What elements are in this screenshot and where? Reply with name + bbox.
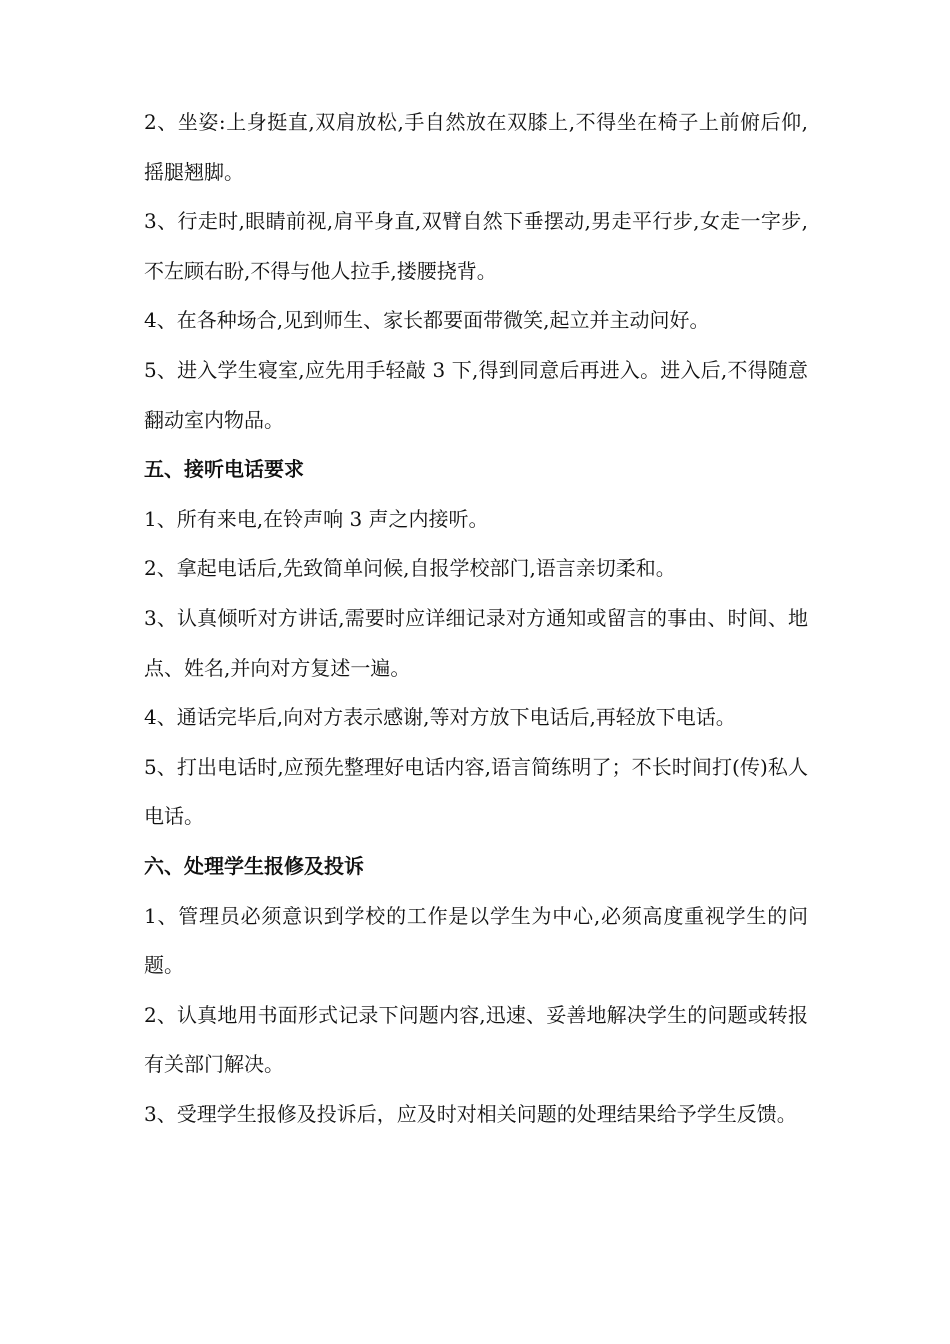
phone-item-1: 1、所有来电,在铃声响 3 声之内接听。 <box>144 506 489 531</box>
section-heading-complaints: 六、处理学生报修及投诉 <box>144 853 364 878</box>
phone-item-2: 2、拿起电话后,先致简单问候,自报学校部门,语言亲切柔和。 <box>144 556 676 581</box>
complaint-item-1: 1、管理员必须意识到学校的工作是以学生为中心,必须高度重视学生的问题。 <box>144 903 808 978</box>
phone-item-3: 3、认真倾听对方讲话,需要时应详细记录对方通知或留言的事由、时间、地点、姓名,并向对方复述一遍。 <box>144 605 808 680</box>
paragraph-dorm-entry: 5、进入学生寝室,应先用手轻敲 3 下,得到同意后再进入。进入后,不得随意翻动室内物品。 <box>144 357 808 432</box>
complaint-item-2: 2、认真地用书面形式记录下问题内容,迅速、妥善地解决学生的问题或转报有关部门解决。 <box>144 1002 808 1077</box>
document-page <box>144 98 808 1139</box>
complaint-item-3: 3、受理学生报修及投诉后，应及时对相关问题的处理结果给予学生反馈。 <box>144 1101 797 1126</box>
phone-item-5: 5、打出电话时,应预先整理好电话内容,语言简练明了；不长时间打(传)私人电话。 <box>144 754 808 829</box>
section-heading-phone: 五、接听电话要求 <box>144 457 304 482</box>
phone-item-4: 4、通话完毕后,向对方表示感谢,等对方放下电话后,再轻放下电话。 <box>144 705 736 730</box>
paragraph-walking: 3、行走时,眼睛前视,肩平身直,双臂自然下垂摆动,男走平行步,女走一字步,不左顾右盼,不得与他人拉手,搂腰挠背。 <box>144 209 808 283</box>
paragraph-greeting: 4、在各种场合,见到师生、家长都要面带微笑,起立并主动问好。 <box>144 308 710 333</box>
paragraph-sitting-posture: 2、坐姿:上身挺直,双肩放松,手自然放在双膝上,不得坐在椅子上前俯后仰,摇腿翘脚。 <box>144 110 808 184</box>
